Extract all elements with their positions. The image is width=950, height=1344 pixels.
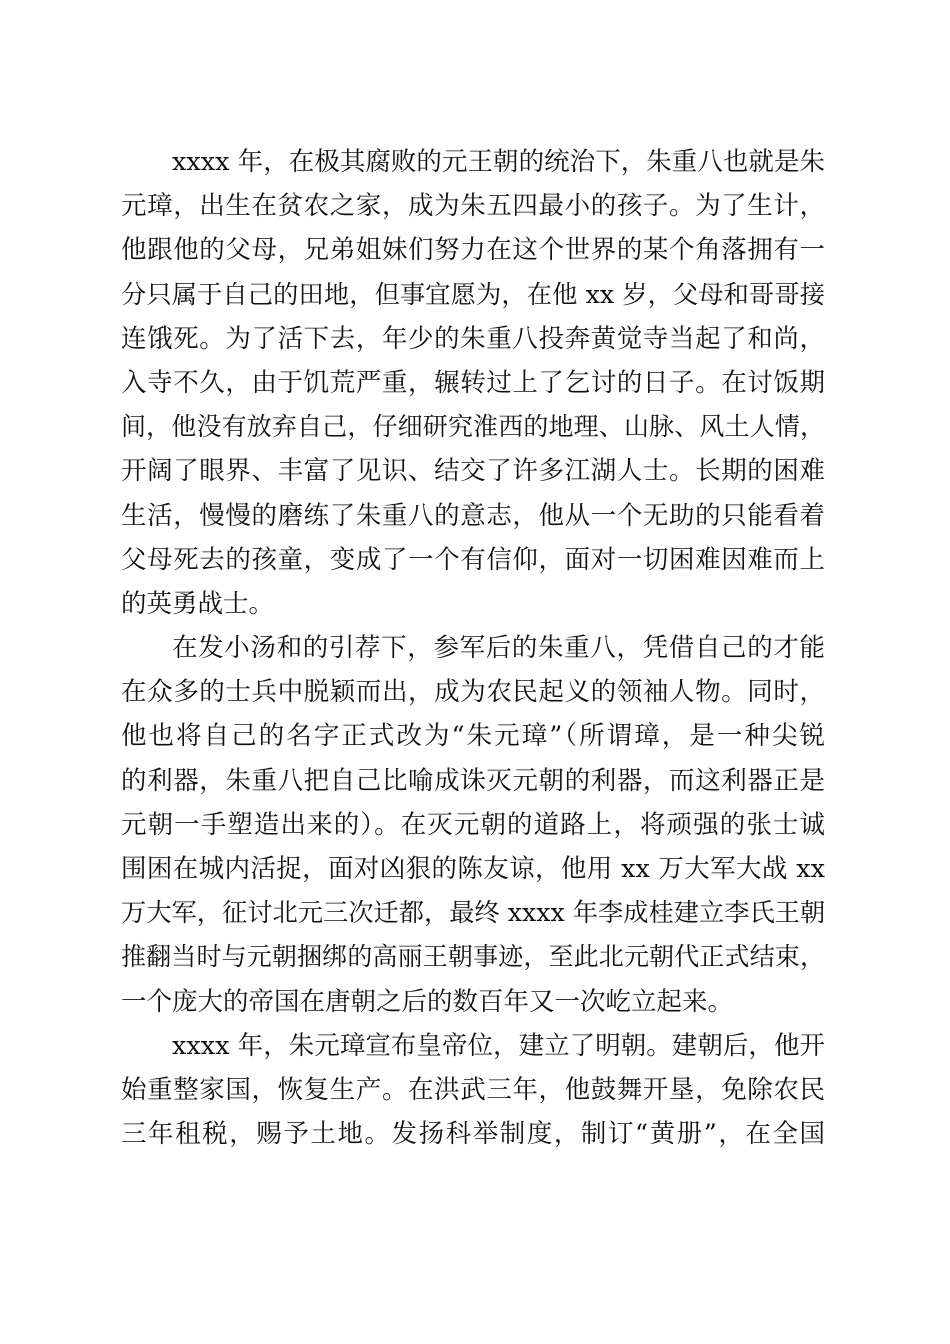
text-line: 父母死去的孩童，变成了一个有信仰，面对一切困难因难而上 — [121, 544, 825, 575]
text-line: xxxx 年，在极其腐败的元王朝的统治下，朱重八也就是朱 — [172, 147, 825, 177]
text-line: 元璋，出生在贫农之家，成为朱五四最小的孩子。为了生计， — [121, 191, 825, 222]
text-line: 万大军，征讨北元三次迁都，最终 xxxx 年李成桂建立李氏王朝 — [121, 898, 826, 928]
paragraph-1 — [121, 140, 825, 626]
text-line: 入寺不久，由于饥荒严重，辗转过上了乞讨的日子。在讨饭期 — [121, 367, 825, 398]
text-line: 围困在城内活捉，面对凶狠的陈友谅，他用 xx 万大军大战 xx — [121, 854, 825, 884]
text-line: 他也将自己的名字正式改为“朱元璋”（所谓璋，是一种尖锐 — [121, 721, 825, 752]
text-line: 开阔了眼界、丰富了见识、结交了许多江湖人士。长期的困难 — [121, 456, 825, 487]
text-line: 的英勇战士。 — [121, 588, 275, 619]
text-line: 在发小汤和的引荐下，参军后的朱重八，凭借自己的才能 — [172, 633, 825, 664]
text-line: 推翻当时与元朝捆绑的高丽王朝事迹，至此北元朝代正式结束， — [121, 942, 825, 972]
paragraph-3 — [121, 1024, 825, 1157]
text-line: 他跟他的父母，兄弟姐妹们努力在这个世界的某个角落拥有一 — [121, 235, 825, 266]
text-line: 始重整家国，恢复生产。在洪武三年，他鼓舞开垦，免除农民 — [121, 1074, 825, 1105]
text-line: xxxx 年，朱元璋宣布皇帝位，建立了明朝。建朝后，他开 — [172, 1030, 825, 1061]
paragraph-2 — [121, 626, 825, 1024]
text-line: 分只属于自己的田地，但事宜愿为，在他 xx 岁，父母和哥哥接 — [121, 279, 825, 309]
text-line: 在众多的士兵中脱颖而出，成为农民起义的领袖人物。同时， — [121, 677, 825, 708]
text-line: 间，他没有放弃自己，仔细研究淮西的地理、山脉、风土人情， — [121, 412, 825, 442]
text-line: 一个庞大的帝国在唐朝之后的数百年又一次屹立起来。 — [121, 986, 734, 1017]
text-line: 三年租税，赐予土地。发扬科举制度，制订“黄册”，在全国 — [121, 1119, 825, 1150]
text-line: 元朝一手塑造出来的）。在灭元朝的道路上，将顽强的张士诚 — [121, 809, 825, 840]
text-line: 连饿死。为了活下去，年少的朱重八投奔黄觉寺当起了和尚， — [121, 323, 825, 354]
text-line: 生活，慢慢的磨练了朱重八的意志，他从一个无助的只能看着 — [121, 500, 825, 531]
document-body — [121, 140, 825, 1156]
text-line: 的利器，朱重八把自己比喻成诛灭元朝的利器，而这利器正是 — [121, 765, 825, 796]
